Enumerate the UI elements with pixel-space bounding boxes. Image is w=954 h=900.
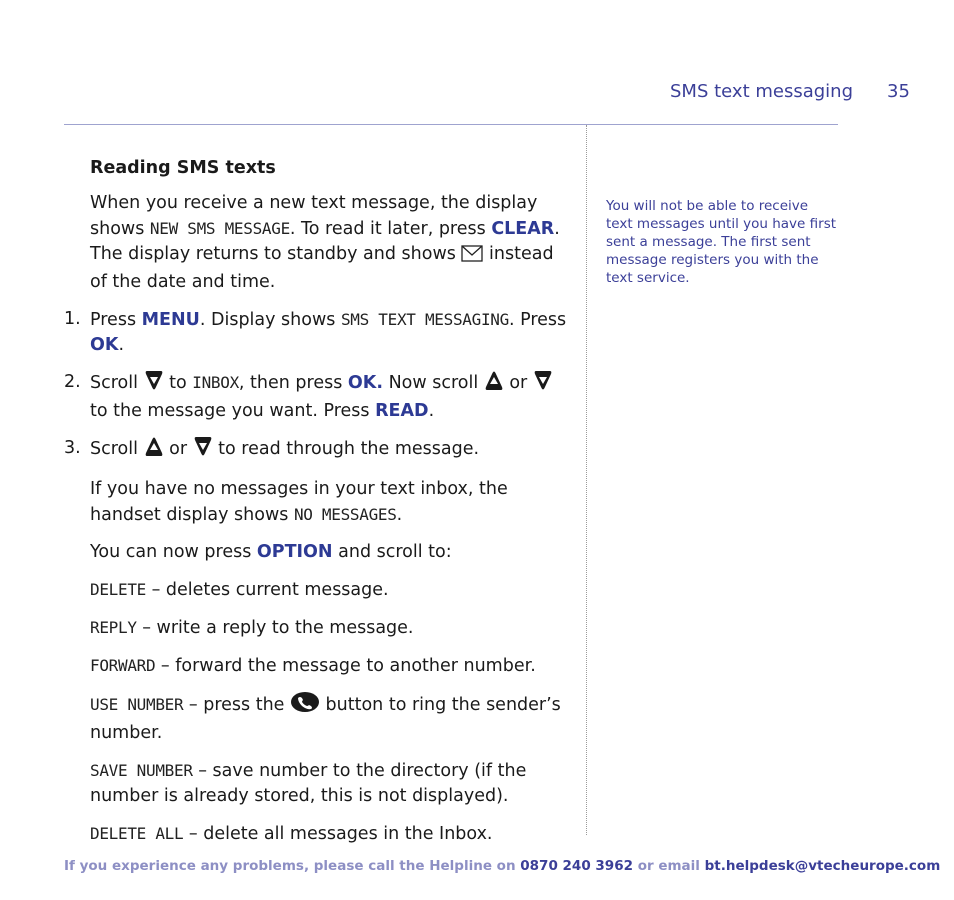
- scroll-up-icon: [144, 436, 164, 465]
- step-item: [64, 307, 568, 358]
- lcd-text: USE NUMBER: [90, 695, 184, 714]
- text: If you experience any problems, please call the Helpline on: [64, 858, 521, 874]
- text: – deletes current message.: [146, 580, 389, 600]
- key-menu: MENU: [141, 310, 200, 330]
- scroll-down-icon: [533, 370, 553, 399]
- step-item: [64, 436, 568, 465]
- text: – press the: [183, 695, 290, 715]
- scroll-up-icon: [484, 370, 504, 399]
- key-ok: OK: [90, 335, 119, 355]
- lcd-text: INBOX: [192, 373, 239, 392]
- main-column: [64, 157, 568, 847]
- text: , then press: [238, 373, 348, 393]
- step-number: 2.: [64, 372, 81, 392]
- text: .: [118, 335, 125, 355]
- header-title: SMS text messaging: [670, 81, 854, 102]
- text: instead of the date and time.: [90, 244, 554, 292]
- lcd-text: NO MESSAGES: [293, 505, 397, 524]
- text: – save number to the directory (if the number is already stored, this is not displayed).: [90, 761, 527, 806]
- step-item: [64, 370, 568, 424]
- text: and scroll to:: [332, 542, 452, 562]
- lcd-text: FORWARD: [90, 656, 156, 675]
- lcd-text: DELETE ALL: [90, 824, 184, 843]
- intro-paragraph: [90, 191, 568, 295]
- text: button to ring the sender’s number.: [90, 695, 561, 743]
- text: to: [163, 373, 193, 393]
- text: – write a reply to the message.: [136, 618, 414, 638]
- text: . Display shows: [199, 310, 341, 330]
- no-messages-paragraph: [90, 477, 568, 528]
- key-clear: CLEAR: [491, 219, 555, 239]
- talk-button-icon: [290, 691, 320, 721]
- page-number: 35: [887, 81, 910, 102]
- lcd-text: NEW SMS MESSAGE: [149, 219, 290, 238]
- lcd-text: SMS TEXT MESSAGING: [340, 310, 509, 329]
- text: – delete all messages in the Inbox.: [183, 824, 493, 844]
- option-item: [90, 758, 568, 809]
- text: Scroll: [90, 439, 144, 459]
- lcd-text: SAVE NUMBER: [90, 761, 193, 780]
- helpdesk-email[interactable]: bt.helpdesk@vtecheurope.com: [704, 858, 941, 874]
- side-note: You will not be able to receive text messages until you have first sent a message. The first sent message registers you with the text service.: [606, 198, 837, 286]
- text: .: [396, 505, 403, 525]
- scroll-down-icon: [193, 436, 213, 465]
- text: Press: [90, 310, 142, 330]
- section-heading: Reading SMS texts: [90, 158, 276, 178]
- text: You can now press: [90, 542, 257, 562]
- lcd-text: REPLY: [90, 618, 137, 637]
- text: . The display returns to standby and shows: [90, 219, 560, 264]
- column-divider: [586, 125, 587, 835]
- key-option: OPTION: [256, 542, 333, 562]
- text: .: [428, 401, 435, 421]
- key-read: READ: [375, 401, 429, 421]
- envelope-icon: [461, 245, 483, 270]
- text: – forward the message to another number.: [155, 656, 536, 676]
- text: to the message you want. Press: [90, 401, 376, 421]
- lcd-text: DELETE: [90, 580, 146, 599]
- text: Scroll: [90, 373, 144, 393]
- option-paragraph: [90, 540, 568, 565]
- text: or: [503, 373, 533, 393]
- scroll-down-icon: [144, 370, 164, 399]
- header-rule: [64, 124, 838, 125]
- helpline-phone: 0870 240 3962: [520, 858, 633, 874]
- option-item: [90, 615, 568, 641]
- step-number: 3.: [64, 438, 81, 458]
- text: . Press: [508, 310, 567, 330]
- text: to read through the message.: [212, 439, 480, 459]
- text: Now scroll: [383, 373, 484, 393]
- footer-helpline: [64, 858, 944, 874]
- key-ok: OK.: [347, 373, 383, 393]
- text: When you receive a new text message, the display shows: [90, 193, 538, 239]
- option-item: [90, 691, 568, 746]
- text: . To read it later, press: [289, 219, 492, 239]
- text: or: [163, 439, 193, 459]
- text: If you have no messages in your text inbox, the handset display shows: [90, 479, 508, 525]
- option-item: [90, 653, 568, 679]
- step-number: 1.: [64, 309, 81, 329]
- option-item: [90, 821, 568, 847]
- text: or email: [633, 858, 705, 874]
- option-item: [90, 577, 568, 603]
